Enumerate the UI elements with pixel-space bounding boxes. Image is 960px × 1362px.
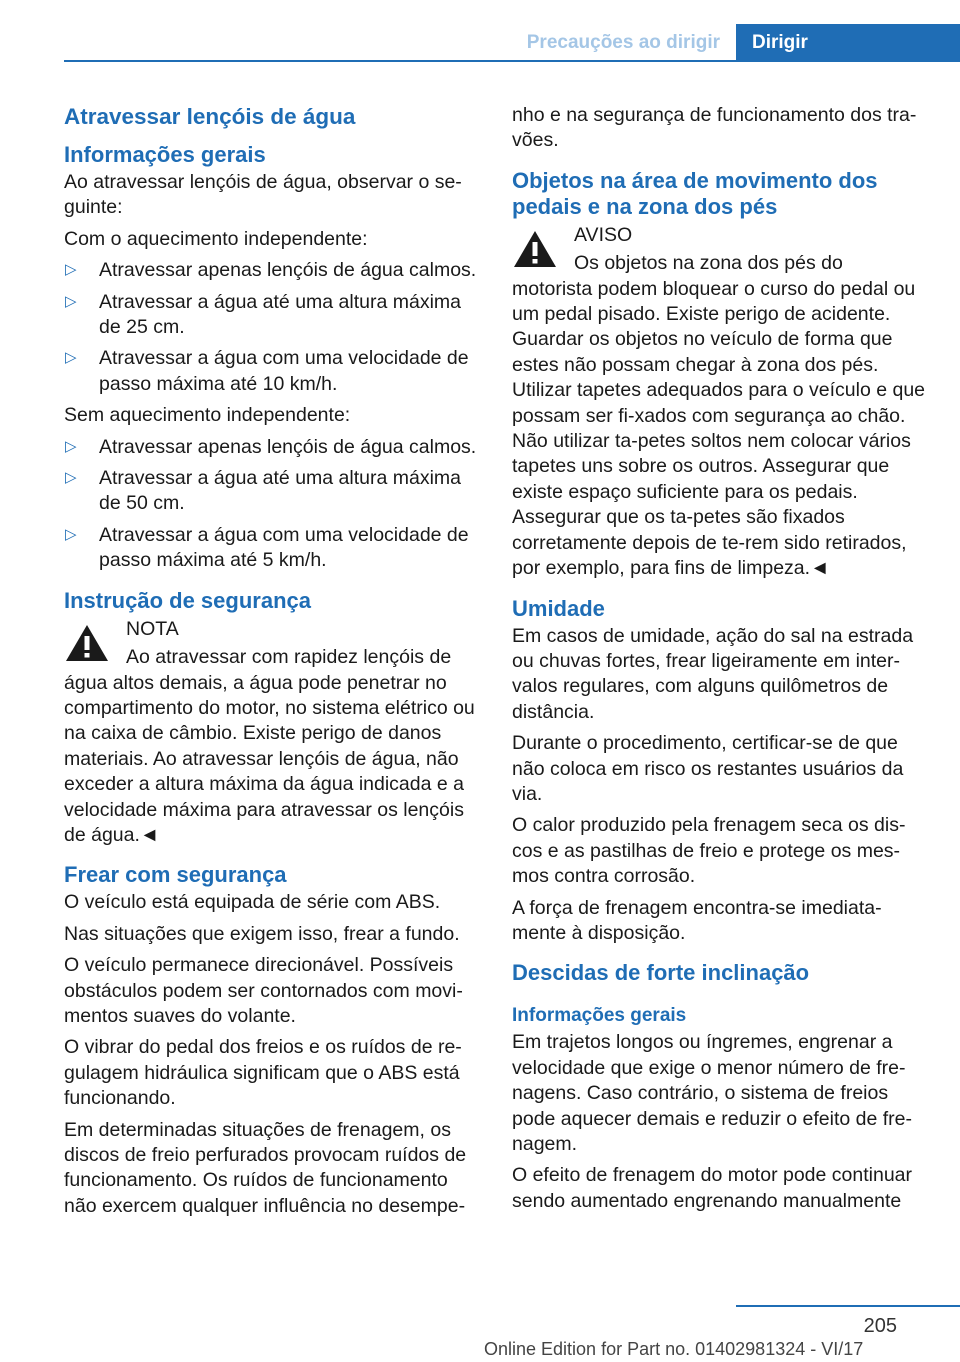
- without-heater-list: [64, 435, 477, 574]
- list-item: ▷ Atravessar a água até uma altura máxima de 25 cm.: [64, 290, 477, 341]
- warning-label: AVISO: [574, 223, 633, 246]
- humidity-paragraph: A força de frenagem encontra-se imediata-mente à disposição.: [512, 896, 882, 944]
- header-tabs: [513, 24, 960, 62]
- objects-heading: Objetos na área de movimento dos pedais e na zona dos pés: [512, 167, 878, 219]
- descents-paragraph: O efeito de frenagem do motor pode continuar sendo aumentado engrenando manualmente: [512, 1164, 912, 1212]
- continuation-text: nho e na segurança de funcionamento dos tra-vões.: [512, 104, 917, 152]
- descents-paragraph: Em trajetos longos ou íngremes, engrenar a velocidade que exige o menor número de fre-nagens. Caso contrário, o sistema de freios pode aquecer demais e reduzir o efeito de fre-nagem.: [512, 1031, 912, 1155]
- with-heater-list: [64, 258, 477, 397]
- header-rule: [64, 60, 960, 62]
- descents-heading: Descidas de forte inclinação: [512, 960, 810, 986]
- left-column: [64, 100, 477, 1225]
- warning-triangle-icon: [512, 229, 558, 269]
- warning-text: Os objetos na zona dos pés do motorista podem bloquear o curso do pedal ou um pedal pisado. Existe perigo de acidente. Guardar os objetos no veículo de forma que estes não possam chegar à zona dos pés. Utilizar tapetes adequados para o veículo e que possam ser fi-xados com segurança ao chão. Não utilizar ta-petes soltos nem colocar vários tapetes uns sobre os outros. Assegurar que existe espaço suficiente para os pedais. Assegurar que os ta-petes são fixados corretamente depois de te-rem sido retirados, por exemplo, para fins de limpeza.◄: [512, 252, 926, 580]
- warning-box: [512, 223, 927, 582]
- list-item: ▷ Atravessar a água até uma altura máxima de 50 cm.: [64, 466, 477, 517]
- footer-rule: [736, 1305, 960, 1307]
- note-label: NOTA: [126, 617, 179, 640]
- list-item: ▷ Atravessar apenas lençóis de água calmos.: [64, 435, 477, 460]
- right-column: [512, 100, 927, 1220]
- list-item: ▷ Atravessar apenas lençóis de água calmos.: [64, 258, 477, 283]
- brake-paragraph: Nas situações que exigem isso, frear a fundo.: [64, 922, 460, 945]
- humidity-heading: Umidade: [512, 595, 605, 621]
- note-box: [64, 617, 477, 849]
- descents-subheading: Informações gerais: [512, 1005, 687, 1027]
- without-heater-label: Sem aquecimento independente:: [64, 404, 351, 427]
- brake-heading: Frear com segurança: [64, 862, 287, 888]
- humidity-paragraph: Durante o procedimento, certificar-se de que não coloca em risco os restantes usuários da via.: [512, 732, 904, 805]
- page-number: 205: [863, 1315, 897, 1337]
- list-item: ▷ Atravessar a água com uma velocidade de passo máxima até 10 km/h.: [64, 346, 477, 397]
- list-item: ▷ Atravessar a água com uma velocidade de passo máxima até 5 km/h.: [64, 523, 477, 574]
- note-text: Ao atravessar com rapidez lençóis de água altos demais, a água pode penetrar no compartimento do motor, no sistema elétrico ou na caixa de câmbio. Existe perigo de danos materiais. Ao atravessar lençóis de água, não exceder a altura máxima da água indicada e a velocidade máxima para atravessar os lençóis de água.◄: [64, 646, 475, 846]
- header-chapter-tab: Dirigir: [736, 24, 960, 62]
- info-intro: Ao atravessar lençóis de água, observar o se-guinte:: [64, 171, 462, 219]
- footer-edition: Online Edition for Part no. 01402981324 - VI/17: [484, 1339, 864, 1359]
- brake-paragraph: O veículo está equipada de série com ABS.: [64, 891, 441, 914]
- humidity-paragraph: Em casos de umidade, ação do sal na estrada ou chuvas fortes, frear ligeiramente em inter-valos regulares, com alguns quilômetros de distância.: [512, 624, 914, 723]
- brake-paragraph: O vibrar do pedal dos freios e os ruídos de re-gulagem hidráulica significam que o ABS está funcionando.: [64, 1036, 462, 1110]
- brake-paragraph: O veículo permanece direcionável. Possíveis obstáculos podem ser contornados com movi-mentos suaves do volante.: [64, 954, 463, 1027]
- brake-paragraph: Em determinadas situações de frenagem, os discos de freio perfurados provocam ruídos de funcionamento. Os ruídos de funcionamento não exercem qualquer influência no desempe-: [64, 1118, 467, 1217]
- warning-triangle-icon: [64, 623, 110, 663]
- safety-heading: Instrução de segurança: [64, 587, 311, 613]
- with-heater-label: Com o aquecimento independente:: [64, 227, 368, 250]
- header-section-title: Precauções ao dirigir: [526, 32, 720, 53]
- page-title: Atravessar lençóis de água: [64, 104, 356, 129]
- humidity-paragraph: O calor produzido pela frenagem seca os dis-cos e as pastilhas de freio e protege os mes-mos contra corrosão.: [512, 814, 906, 888]
- info-heading: Informações gerais: [64, 142, 266, 167]
